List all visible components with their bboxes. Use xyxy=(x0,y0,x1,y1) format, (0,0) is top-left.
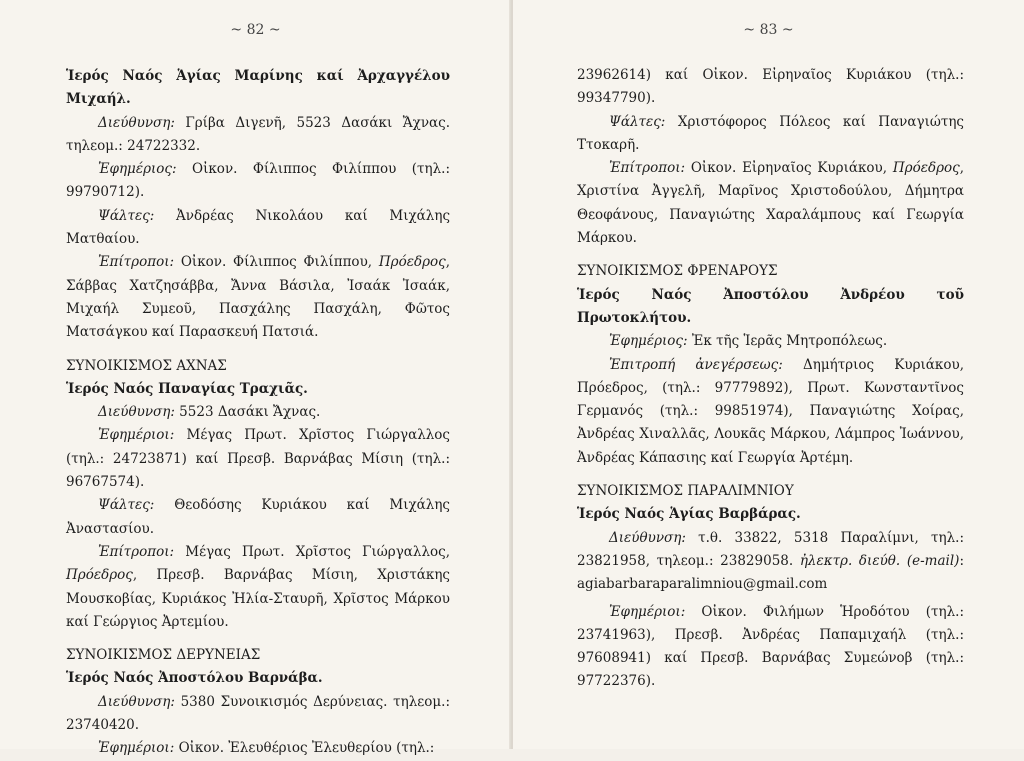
right-page xyxy=(513,0,1024,749)
church-name: Ἱερός Ναός Ἀποστόλου Ἀνδρέου τοῦ Πρωτοκλήτου. xyxy=(577,286,964,326)
left-page xyxy=(0,0,511,757)
page-number: ~ 83 ~ xyxy=(743,22,794,38)
continued-text: 23962614) καί Οἰκον. Εἰρηναῖος Κυριάκου (τηλ.: 99347790). xyxy=(577,67,964,107)
chanters-entry: Ψάλτες: Χριστόφορος Πόλεος καί Παναγιώτης Ττοκαρῆ. xyxy=(577,113,964,153)
page-number: ~ 82 ~ xyxy=(230,22,281,38)
page-body xyxy=(66,65,450,761)
priest-entry: Ἐφημέριοι: Οἰκον. Φιλήμων Ἡροδότου (τηλ.: 23741963), Πρεσβ. Ἀνδρέας Παπαμιχαήλ (τηλ.: 97608941) καί Πρεσβ. Βαρνάβας Συμεώνοβ (τηλ.: 97722376). xyxy=(577,603,964,690)
address-entry: Διεύθυνση: Γρίβα Διγενῆ, 5523 Δασάκι Ἄχνας. τηλεομ.: 24722332. xyxy=(66,114,450,154)
address-entry: Διεύθυνση: 5523 Δασάκι Ἄχνας. xyxy=(98,404,321,421)
chanters-entry: Ψάλτες: Ἀνδρέας Νικολάου καί Μιχάλης Ματθαίου. xyxy=(66,207,450,248)
priest-entry: Ἐφημέριος: Οἰκον. Φίλιππος Φιλίππου (τηλ.: 99790712). xyxy=(66,161,450,201)
chanters-entry: Ψάλτες: Θεοδόσης Κυριάκου καί Μιχάλης Ἀναστασίου. xyxy=(66,497,450,537)
page-body xyxy=(577,64,964,694)
priest-entry: Ἐφημέριοι: Μέγας Πρωτ. Χρῖστος Γιώργαλλος (τηλ.: 24723871) καί Πρεσβ. Βαρνάβας Μίσιη (τηλ.: 96767574). xyxy=(66,427,450,491)
church-name: Ἱερός Ναός Ἁγίας Βαρβάρας. xyxy=(577,506,801,523)
church-name: Ἱερός Ναός Ἁγίας Μαρίνης καί Ἀρχαγγέλου Μιχαήλ. xyxy=(66,68,450,108)
email-address: agiabarbaraparalimniou@gmail.com xyxy=(577,576,828,593)
section-heading: ΣΥΝΟΙΚΙΣΜΟΣ ΑΧΝΑΣ xyxy=(66,357,227,374)
wardens-entry: Ἐπίτροποι: Οἰκον. Φίλιππος Φιλίππου, Πρόεδρος, Σάββας Χατζησάββα, Ἄννα Βάσιλα, Ἰσαάκ Ἰσαάκ, Μιχαήλ Συμεοῦ, Πασχάλης Πασχάλη, Φῶτος Ματσάγκου καί Παρασκευή Πατσιά. xyxy=(66,254,450,341)
section-heading: ΣΥΝΟΙΚΙΣΜΟΣ ΦΡΕΝΑΡΟΥΣ xyxy=(577,263,778,280)
wardens-entry: Ἐπίτροποι: Οἰκον. Εἰρηναῖος Κυριάκου, Πρόεδρος, Χριστίνα Ἀγγελῆ, Μαρῖνος Χριστοδούλου, Δήμητρα Θεοφάνους, Παναγιώτης Χαραλάμπους καί Γεωργία Μάρκου. xyxy=(577,160,964,247)
address-entry: Διεύθυνση: 5380 Συνοικισμός Δερύνειας. τηλεομ.: 23740420. xyxy=(66,693,450,734)
section-heading: ΣΥΝΟΙΚΙΣΜΟΣ ΠΑΡΑΛΙΜΝΙΟΥ xyxy=(577,483,794,500)
church-name: Ἱερός Ναός Παναγίας Τραχιᾶς. xyxy=(66,380,308,397)
section-heading: ΣΥΝΟΙΚΙΣΜΟΣ ΔΕΡΥΝΕΙΑΣ xyxy=(66,647,261,664)
church-name: Ἱερός Ναός Ἀποστόλου Βαρνάβα. xyxy=(66,670,323,687)
priest-entry: Ἐφημέριοι: Οἰκον. Ἐλευθέριος Ἐλευθερίου (τηλ.: xyxy=(98,740,435,757)
wardens-entry: Ἐπίτροποι: Μέγας Πρωτ. Χρῖστος Γιώργαλλος, Πρόεδρος, Πρεσβ. Βαρνάβας Μίσιη, Χριστάκης Μουσκοβίας, Κυριάκος Ἠλία-Σταυρῆ, Χρῖστος Μάρκου καί Γεώργιος Ἀρτεμίου. xyxy=(66,543,450,630)
address-entry: Διεύθυνση: τ.θ. 33822, 5318 Παραλίμνι, τηλ.: 23821958, τηλεομ.: 23829058. ἠλεκτρ. διεύθ. (e-mail): agiabarbaraparalimniou@gmail.com xyxy=(577,529,964,593)
priest-entry: Ἐφημέριος: Ἐκ τῆς Ἱερᾶς Μητροπόλεως. xyxy=(609,333,888,350)
committee-entry: Ἐπιτροπή ἀνεγέρσεως: Δημήτριος Κυριάκου, Πρόεδρος, (τηλ.: 97779892), Πρωτ. Κωνσταντῖνος Γερμανός (τηλ.: 99851974), Παναγιώτης Χοίρας, Ἀνδρέας Χιναλλᾶς, Λουκᾶς Μάρκου, Λάμπρος Ἰωάννου, Ἀνδρέας Κάπασιης καί Γεωργία Ἀρτέμη. xyxy=(577,356,964,466)
